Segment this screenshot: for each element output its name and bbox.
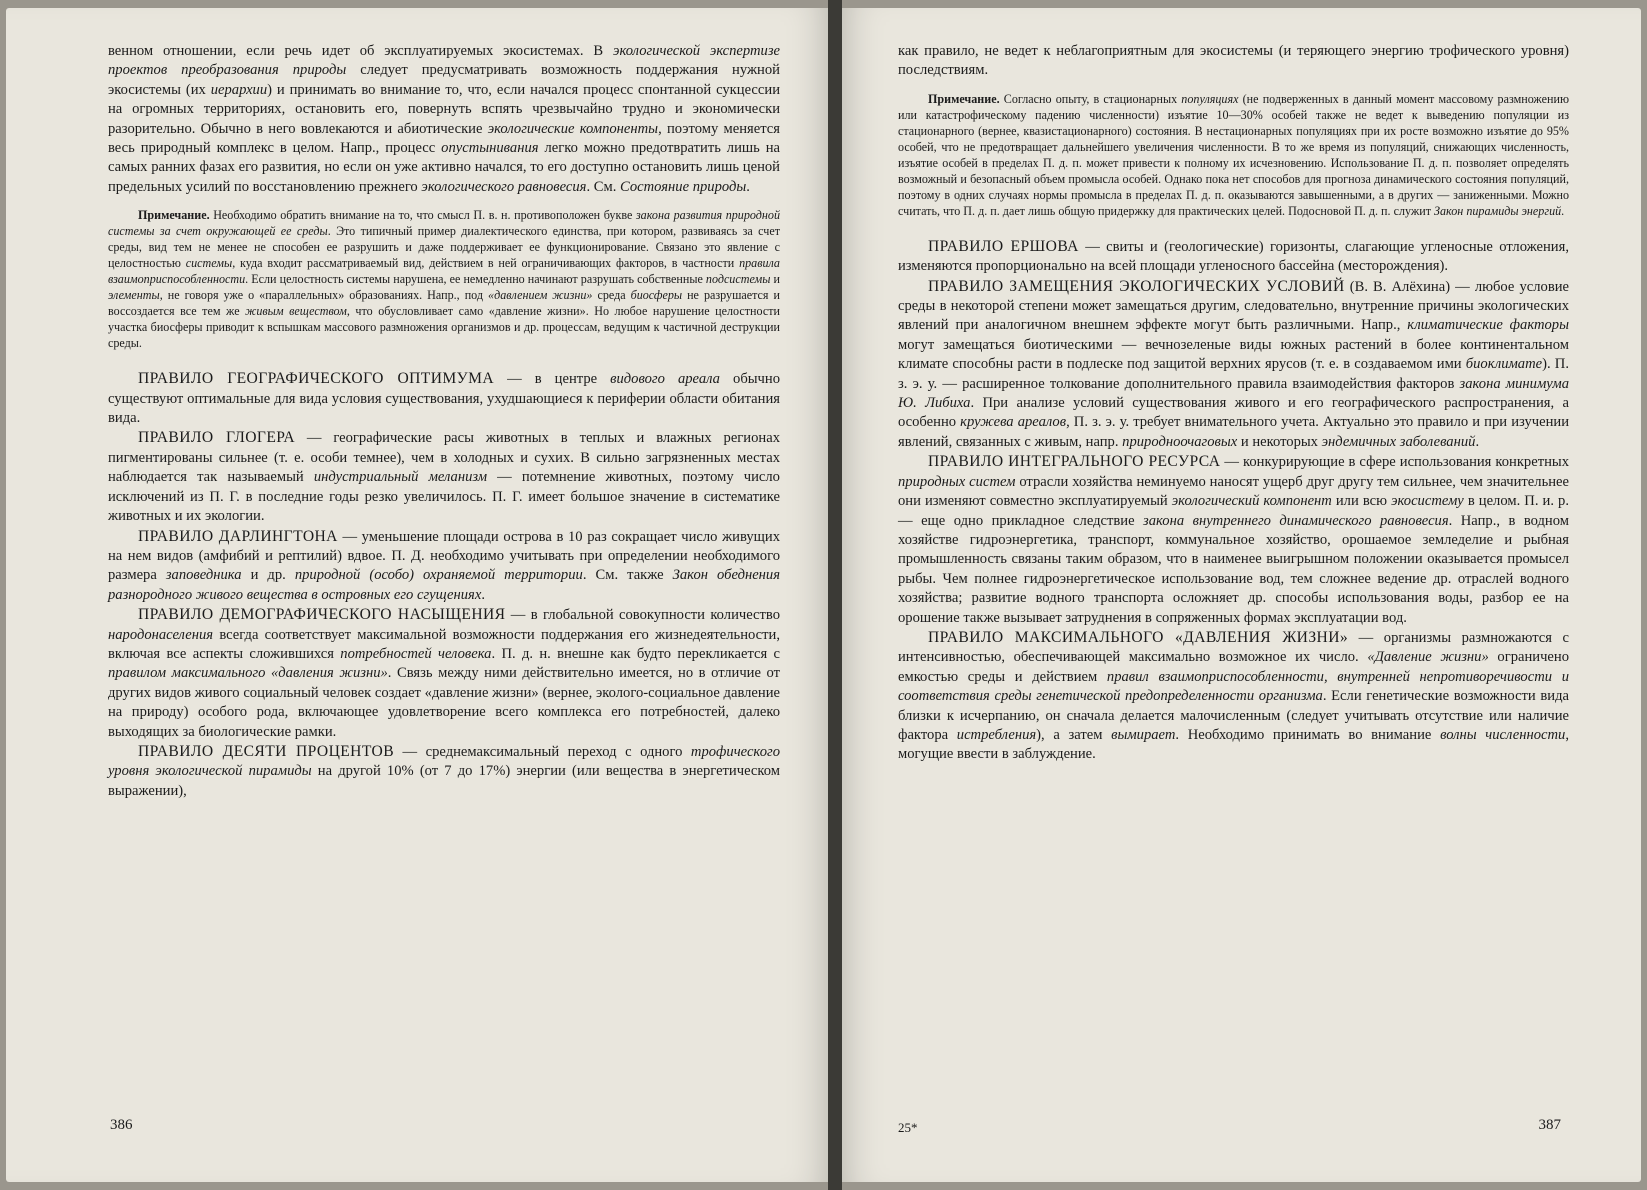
signature-mark: 25* bbox=[898, 1120, 918, 1135]
entry-term: ПРАВИЛО ГЕОГРАФИЧЕСКОГО ОПТИМУМА bbox=[138, 370, 495, 388]
entry-darlington: ПРАВИЛО ДАРЛИНГТОНА — уменьшение площади острова в 10 раз сокращает число живущих на нем видов (амфибий и рептилий) вдвое. П. Д. необходимо учитывать при определении необходимого размера заповедника и др. природной (особо) охраняемой территории. См. также Закон обеднения разнородного живого вещества в островных его сгущениях. bbox=[108, 527, 781, 603]
entry-integral-resource: ПРАВИЛО ИНТЕГРАЛЬНОГО РЕСУРСА — конкурирующие в сфере использования конкретных природных систем отрасли хозяйства неминуемо наносят ущерб друг другу тем сильнее, чем значительнее они изменяют совместно эксплуатируемый экологический компонент или всю экосистему в целом. П. и. р. — еще одно прикладное следствие закона внутреннего динамического равновесия. Напр., в водном хозяйстве гидроэнергетика, транспорт, коммунальное хозяйство, орошаемое земледелие и рыбная промышленность связаны таким образом, что в наименее выигрышном положении оказывается промысел рыбы. Чем полнее гидроэнергетическое использование вод, тем сложнее ведение др. отраслей водного хозяйства; развитие водного транспорта осложняет др. способы использования воды, разбор ее на орошение также вызывает затруднения в сопряженных формах эксплуатации вод. bbox=[898, 453, 1569, 626]
right-intro-paragraph: как правило, не ведет к неблагоприятным для экосистемы (и теряющего энергию трофического уровня) последствиям. bbox=[898, 43, 1569, 79]
page-number: 386 bbox=[110, 1117, 133, 1133]
right-page bbox=[842, 8, 1641, 1182]
right-note: Примечание. Согласно опыту, в стационарных популяциях (не подверженных в данный момент массовому размножению или катастрофическому падению численности) изъятие 10—30% особей также не ведет к выведению популяции из стационарного (вернее, квазистационарного) состояния. В нестационарных популяциях при их росте возможно изъятие до 95% особей, что не предотвращает дальнейшего увеличения численности. В то же время из популяций, снижающих численность, изъятие особей в пределах П. д. п. может привести к полному их исчезновению. Использование П. д. п. позволяет определять возможный и безопасный объем промысла особей. Однако пока нет способов для прогноза динамического состояния популяций, поэтому в одних случаях нормы промысла в пределах П. д. п. оказываются завышенными, а в других — заниженными. Можно считать, что П. д. п. дает лишь общую придержку для практических целей. Подосновой П. д. п. служит Закон пирамиды энергий. bbox=[898, 91, 1569, 218]
entry-term: ПРАВИЛО ЗАМЕЩЕНИЯ ЭКОЛОГИЧЕСКИХ УСЛОВИЙ bbox=[928, 277, 1345, 295]
left-page bbox=[6, 8, 828, 1182]
entry-demographic-saturation: ПРАВИЛО ДЕМОГРАФИЧЕСКОГО НАСЫЩЕНИЯ — в глобальной совокупности количество народонаселения всегда соответствует максимальной возможности поддержания его жизнедеятельности, включая все аспекты сложившихся потребностей человека. П. д. н. внешне как будто перекликается с правилом максимального «давления жизни». Связь между ними действительно имеется, но в отличие от других видов живого социальный человек создает «давление жизни» (вернее, эколого-социальное давление на природу) особого рода, включающее удовлетворение всего комплекса его потребностей, далеко выходящих за биологические рамки. bbox=[108, 606, 780, 740]
left-intro-paragraph: венном отношении, если речь идет об эксплуатируемых экосистемах. В экологической экспертизе проектов преобразования природы следует предусматривать возможность поддержания нужной экосистемы (их иерархии) и принимать во внимание то, что, если начался процесс спонтанной сукцессии на огромных территориях, остановить его, повернуть вспять чрезвычайно трудно и экономически разорительно. Обычно в него вовлекаются и абиотические экологические компоненты, поэтому меняется весь природный комплекс в целом. Напр., процесс опустынивания легко можно предотвратить лишь на самых ранних фазах его развития, но если он уже активно начался, то его доступно остановить лишь ценой предельных усилий по восстановлению прежнего экологического равновесия. См. Состояние природы. bbox=[108, 43, 781, 195]
entry-term: ПРАВИЛО ДЕСЯТИ ПРОЦЕНТОВ bbox=[138, 742, 394, 760]
note-label: Примечание. bbox=[138, 208, 210, 223]
book-gutter bbox=[828, 0, 842, 1190]
entry-term: ПРАВИЛО ЕРШОВА bbox=[928, 237, 1079, 255]
entry-life-pressure: ПРАВИЛО МАКСИМАЛЬНОГО «ДАВЛЕНИЯ ЖИЗНИ» — организмы размножаются с интенсивностью, обеспечивающей максимально возможное их число. «Давление жизни» ограничено емкостью среды и действием правил взаимоприспособленности, внутренней непротиворечивости и соответствия среды генетической предопределенности организма. Если генетические возможности вида близки к исчерпанию, он сначала делается малочисленным (следует учитывать отсутствие или наличие фактора истребления), а затем вымирает. Необходимо принимать во внимание волны численности, могущие ввести в заблуждение. bbox=[898, 628, 1570, 763]
entry-gloger: ПРАВИЛО ГЛОГЕРА — географические расы животных в теплых и влажных регионах пигментированы сильнее (т. е. особи темнее), чем в холодных и сухих. В сильно загрязненных местах наблюдается так называемый индустриальный меланизм — потемнение животных, поэтому число исключений из П. Г. в последние годы резко увеличилось. П. Г. имеет большое значение в систематике животных и их экологии. bbox=[108, 429, 780, 525]
entry-ershov: ПРАВИЛО ЕРШОВА — свиты и (геологические) горизонты, слагающие угленосные отложения, изменяются пропорционально на всей площади угленосного бассейна (месторождения). bbox=[898, 237, 1569, 275]
left-note: Примечание. Необходимо обратить внимание на то, что смысл П. в. н. противоположен букве закона развития природной системы за счет окружающей ее среды. Это типичный пример диалектического единства, при котором, развиваясь за счет среды, вид тем не менее не способен ее разрушить и даже поддерживает ее функционирование. Связано это явление с целостностью системы, куда входит рассматриваемый вид, действием в ней ограничивающих факторов, в частности правила взаимоприспособленности. Если целостность системы нарушена, ее немедленно начинают разрушать собственные подсистемы и элементы, не говоря уже о «параллельных» образованиях. Напр., под «давлением жизни» среда биосферы не разрушается и воссоздается все тем же живым веществом, что обусловливает само «давление жизни». Но любое нарушение целостности участка биосферы приводит к вспышкам массового размножения организмов и др. процессам, ведущим к частичной деструкции среды. bbox=[108, 208, 781, 351]
entry-term: ПРАВИЛО ИНТЕГРАЛЬНОГО РЕСУРСА bbox=[928, 453, 1221, 471]
entry-ten-percent: ПРАВИЛО ДЕСЯТИ ПРОЦЕНТОВ — среднемаксимальный переход с одного трофического уровня экологической пирамиды на другой 10% (от 7 до 17%) энергии (или вещества в энергетическом выражении), bbox=[108, 742, 780, 799]
entry-term: ПРАВИЛО ДАРЛИНГТОНА bbox=[138, 527, 338, 545]
entry-geographic-optimum: ПРАВИЛО ГЕОГРАФИЧЕСКОГО ОПТИМУМА — в центре видового ареала обычно существуют оптимальные для вида условия существования, ухудшающиеся к периферии области обитания вида. bbox=[108, 370, 780, 427]
entry-term: ПРАВИЛО МАКСИМАЛЬНОГО «ДАВЛЕНИЯ ЖИЗНИ» bbox=[928, 628, 1349, 646]
page-number: 387 bbox=[1538, 1117, 1561, 1133]
entry-substitution: ПРАВИЛО ЗАМЕЩЕНИЯ ЭКОЛОГИЧЕСКИХ УСЛОВИЙ (В. В. Алёхина) — любое условие среды в некоторой степени может замещаться другим, следовательно, внутренние причины экологических явлений при аналогичном внешнем эффекте могут быть различными. Напр., климатические факторы могут замещаться биотическими — вечнозеленые виды южных растений в более континентальном климате способны расти в подлеске под защитой верхних ярусов (т. е. в создаваемом ими биоклимате). П. з. э. у. — расширенное толкование дополнительного правила взаимодействия факторов закона минимума Ю. Либиха. При анализе условий существования живого и его географического распространения, а особенно кружева ареалов, П. з. э. у. требует внимательного учета. Актуально это правило и при изучении явлений, связанных с живым, напр. природноочаговых и некоторых эндемичных заболеваний. bbox=[898, 277, 1570, 450]
entry-term: ПРАВИЛО ГЛОГЕРА bbox=[138, 429, 295, 447]
note-label: Примечание. bbox=[928, 91, 1000, 106]
entry-term: ПРАВИЛО ДЕМОГРАФИЧЕСКОГО НАСЫЩЕНИЯ bbox=[138, 606, 506, 624]
